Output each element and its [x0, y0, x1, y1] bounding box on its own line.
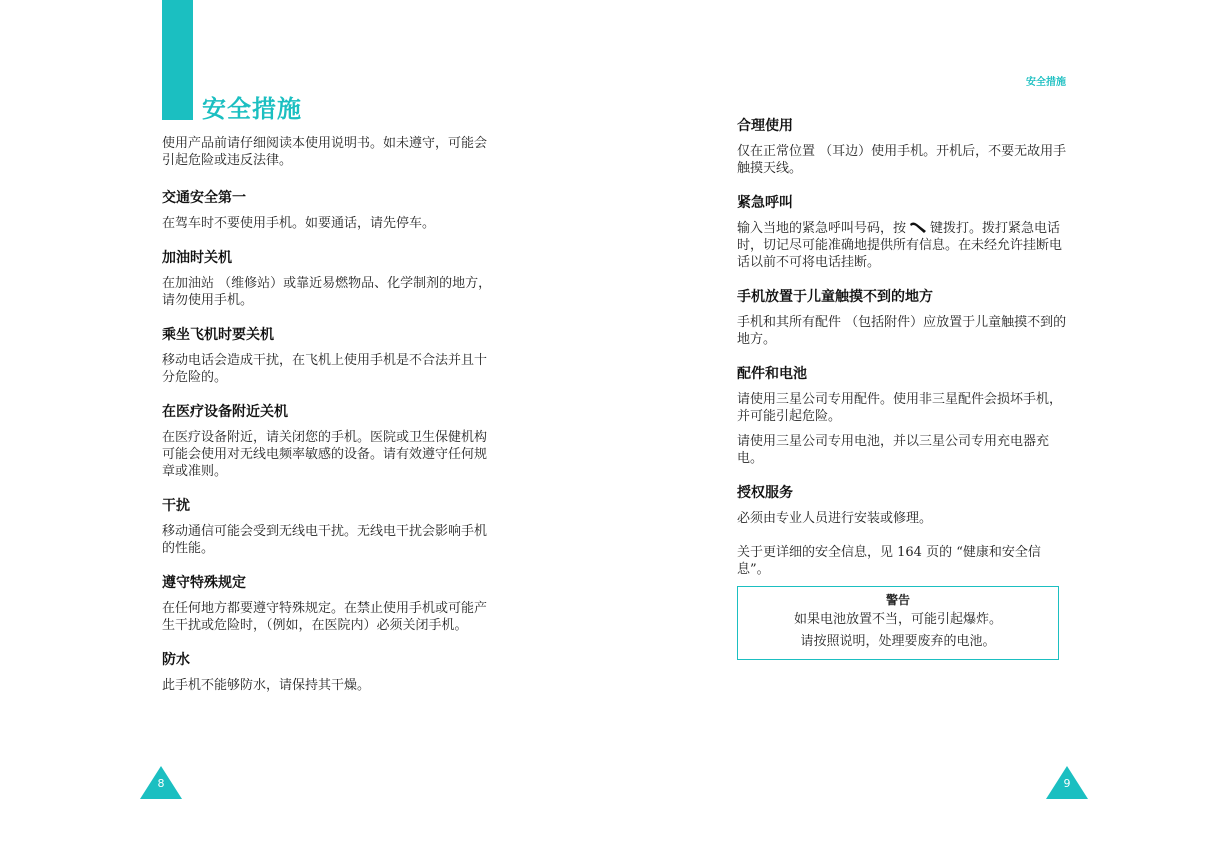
section-text: 必须由专业人员进行安装或修理。 [737, 511, 933, 526]
section-text: 仅在正常位置 （耳边）使用手机。开机后，不要无故用手触摸天线。 [737, 144, 1067, 176]
right-content [737, 117, 1067, 660]
section-title: 加油时关机 [162, 250, 232, 266]
section-proper-use [737, 117, 1067, 177]
section-water-resistance [162, 651, 492, 694]
section-text: 在任何地方都要遵守特殊规定。在禁止使用手机或可能产生干扰或危险时，（例如，在医院内）必须关闭手机。 [162, 601, 488, 633]
section-accessories-battery [737, 365, 1067, 467]
section-medical [162, 403, 492, 480]
section-title: 防水 [162, 652, 190, 668]
section-title: 授权服务 [737, 485, 793, 501]
chapter-accent-bar [162, 0, 193, 120]
section-emergency-call [737, 194, 1067, 271]
left-content [162, 135, 492, 711]
warning-line: 请按照说明，处理要废弃的电池。 [800, 634, 996, 649]
section-title: 乘坐飞机时要关机 [162, 327, 274, 343]
intro-paragraph: 使用产品前请仔细阅读本使用说明书。如未遵守，可能会引起危险或违反法律。 [162, 136, 488, 168]
text-before-icon: 输入当地的紧急呼叫号码，按 [737, 221, 907, 236]
warning-line: 如果电池放置不当，可能引起爆炸。 [793, 612, 1002, 627]
text-after-icon: 键拨打。拨打紧急电话时，切记尽可能准确地提供所有信息。在未经允许挂断电话以前不可将电话挂断。 [737, 221, 1063, 270]
page-number-badge [1046, 766, 1088, 799]
section-traffic-safety [162, 189, 492, 232]
section-title: 手机放置于儿童触摸不到的地方 [737, 289, 933, 305]
section-text: 在驾车时不要使用手机。如要通话，请先停车。 [162, 216, 436, 231]
section-aircraft [162, 326, 492, 386]
chapter-title: 安全措施 [202, 95, 302, 123]
section-title: 遵守特殊规定 [162, 575, 246, 591]
warning-box [737, 586, 1059, 660]
section-authorized-service [737, 484, 1067, 527]
section-interference [162, 497, 492, 557]
section-children [737, 288, 1067, 348]
page-number: 8 [157, 777, 165, 790]
warning-title: 警告 [885, 593, 910, 607]
section-text: 移动电话会造成干扰，在飞机上使用手机是不合法并且十分危险的。 [162, 353, 488, 385]
section-title: 合理使用 [737, 118, 793, 134]
page-number: 9 [1063, 777, 1071, 790]
section-text [737, 220, 1067, 271]
call-key-icon [909, 221, 927, 233]
running-header: 安全措施 [1026, 77, 1066, 88]
page-number-badge [140, 766, 182, 799]
right-page [614, 0, 1228, 868]
section-title: 在医疗设备附近关机 [162, 404, 288, 420]
section-title: 干扰 [162, 498, 190, 514]
reference-note: 关于更详细的安全信息，见 164 页的 “健康和安全信息”。 [737, 545, 1041, 577]
section-text: 在加油站 （维修站）或靠近易燃物品、化学制剂的地方，请勿使用手机。 [162, 276, 492, 308]
section-special-regulations [162, 574, 492, 634]
section-title: 配件和电池 [737, 366, 807, 382]
section-title: 紧急呼叫 [737, 195, 793, 211]
section-text-2: 请使用三星公司专用电池，并以三星公司专用充电器充电。 [737, 434, 1050, 466]
section-text: 请使用三星公司专用配件。使用非三星配件会损坏手机，并可能引起危险。 [737, 392, 1063, 424]
section-title: 交通安全第一 [162, 190, 246, 206]
section-text: 手机和其所有配件 （包括附件）应放置于儿童触摸不到的地方。 [737, 315, 1067, 347]
section-text: 此手机不能够防水，请保持其干燥。 [162, 678, 371, 693]
section-refueling [162, 249, 492, 309]
section-text: 在医疗设备附近，请关闭您的手机。医院或卫生保健机构可能会使用对无线电频率敏感的设备。请有效遵守任何规章或准则。 [162, 430, 488, 479]
section-text: 移动通信可能会受到无线电干扰。无线电干扰会影响手机的性能。 [162, 524, 488, 556]
